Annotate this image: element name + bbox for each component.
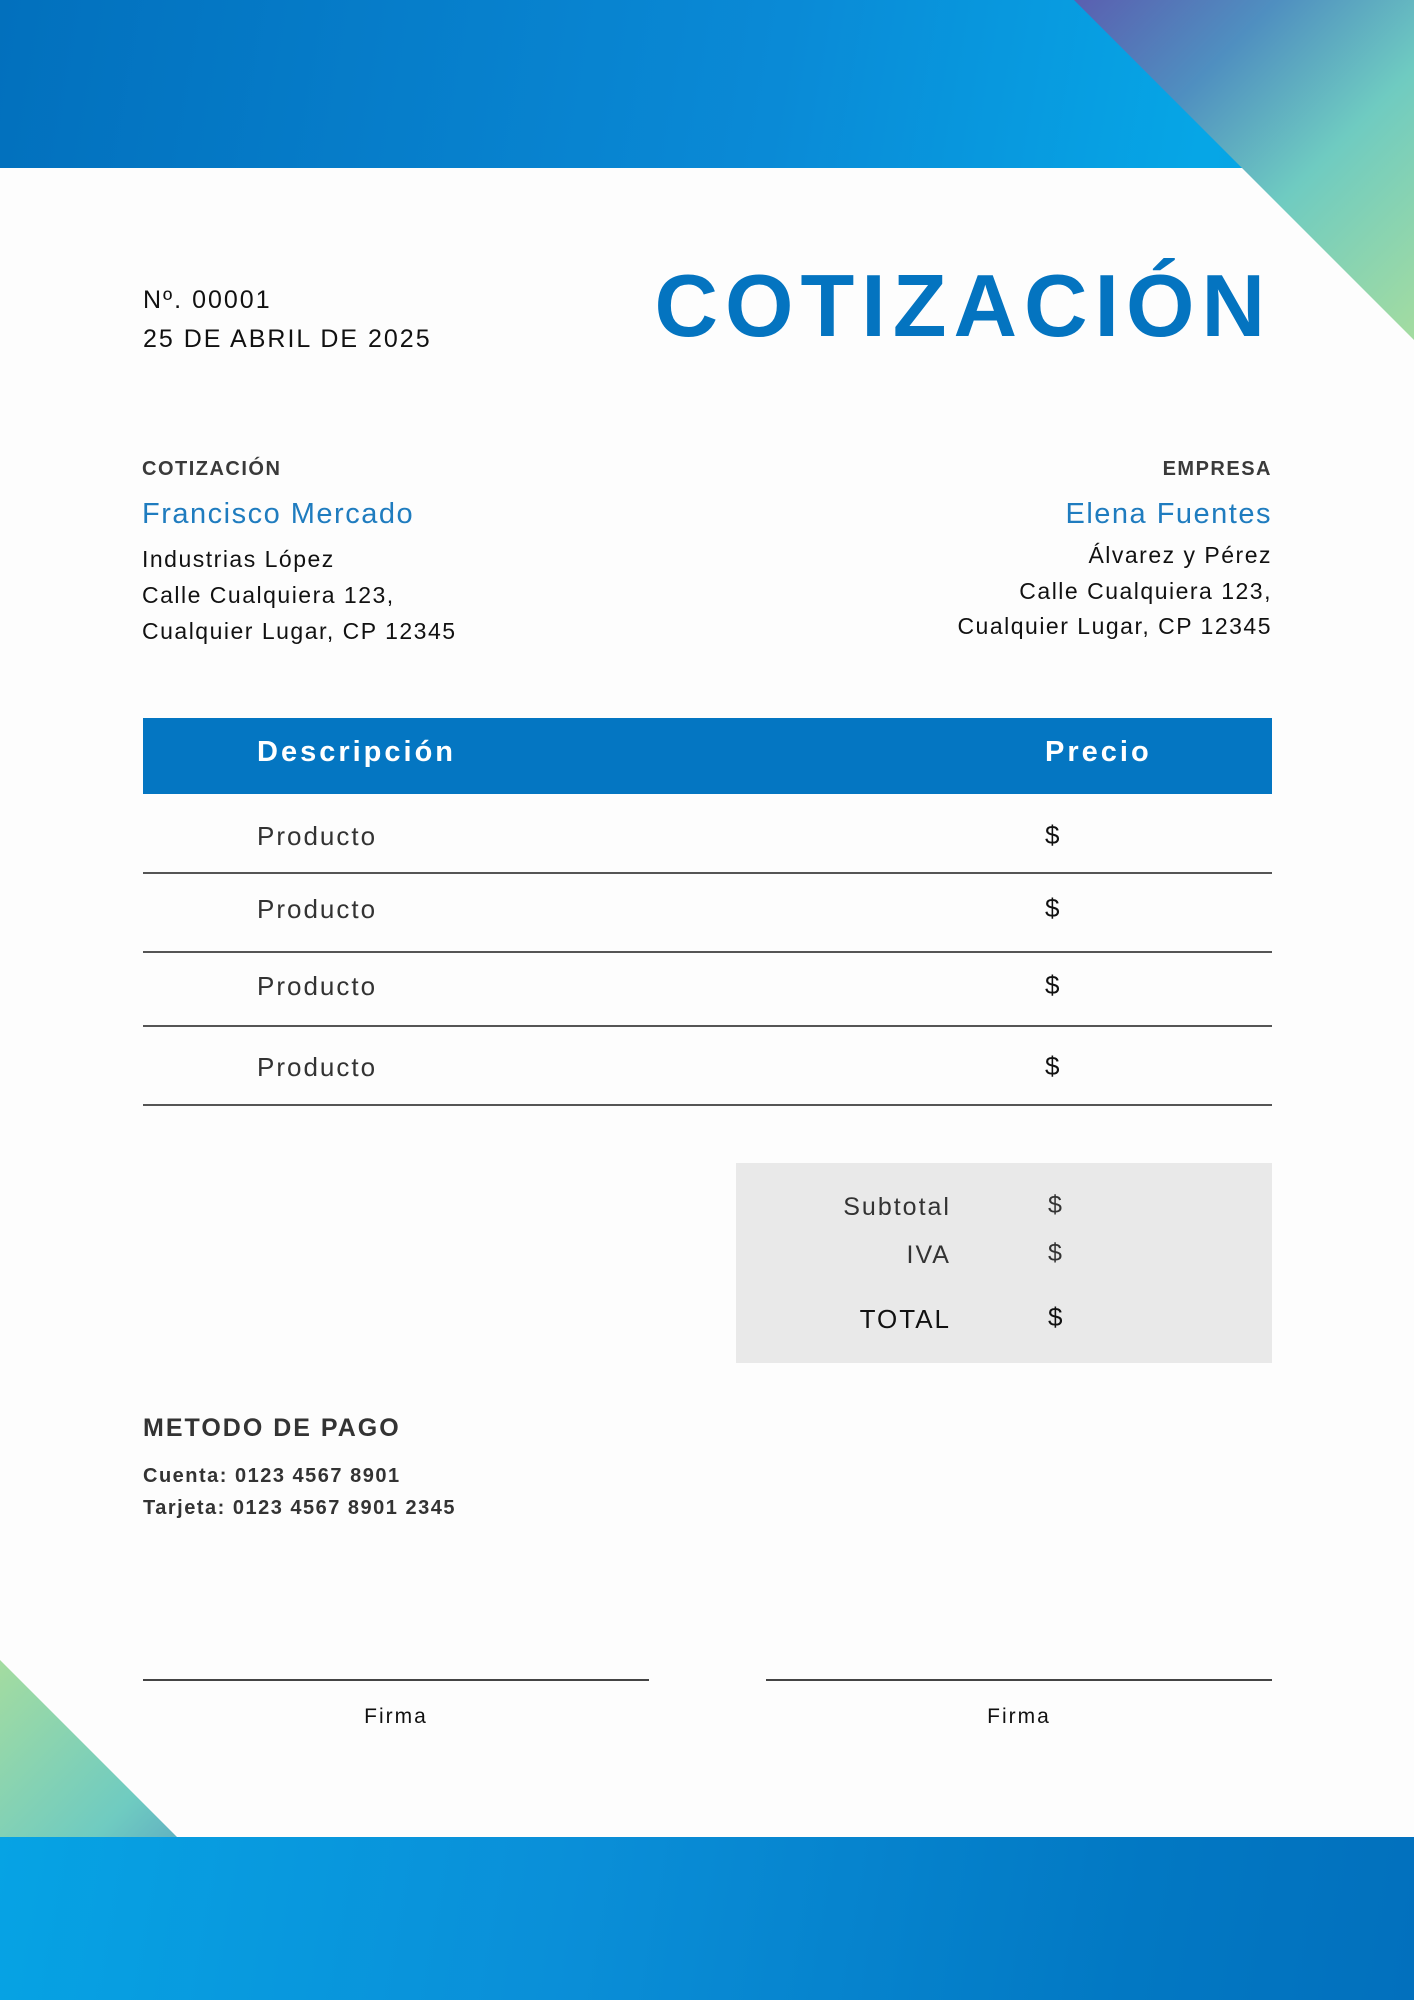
column-header-description: Descripción <box>257 736 456 768</box>
payment-title: METODO DE PAGO <box>143 1414 401 1442</box>
row-divider <box>143 1025 1272 1027</box>
total-label: TOTAL <box>859 1304 951 1334</box>
payment-card: Tarjeta: 0123 4567 8901 2345 <box>143 1497 456 1519</box>
signature-line-left <box>143 1679 649 1681</box>
quote-date: 25 DE ABRIL DE 2025 <box>143 325 432 353</box>
table-row-price: $ <box>1045 1051 1060 1081</box>
row-divider <box>143 1104 1272 1106</box>
client-line: Calle Cualquiera 123, <box>142 582 395 608</box>
tax-label: IVA <box>906 1241 951 1269</box>
table-row-description: Producto <box>257 821 378 851</box>
subtotal-label: Subtotal <box>843 1193 951 1221</box>
payment-account: Cuenta: 0123 4567 8901 <box>143 1465 401 1487</box>
column-header-price: Precio <box>1045 736 1152 768</box>
table-row-description: Producto <box>257 971 378 1001</box>
document-title: COTIZACIÓN <box>654 256 1272 355</box>
table-row-price: $ <box>1045 820 1060 850</box>
signature-label-left: Firma <box>364 1705 428 1728</box>
client-label: COTIZACIÓN <box>142 458 282 480</box>
company-line: Calle Cualquiera 123, <box>1019 578 1272 604</box>
company-line: Álvarez y Pérez <box>1088 542 1272 568</box>
signature-label-right: Firma <box>987 1705 1051 1728</box>
row-divider <box>143 951 1272 953</box>
footer-band <box>0 1837 1414 2000</box>
table-row-description: Producto <box>257 894 378 924</box>
tax-value: $ <box>1048 1239 1062 1267</box>
signature-line-right <box>766 1679 1272 1681</box>
totals-box <box>736 1163 1272 1363</box>
client-name: Francisco Mercado <box>142 498 415 530</box>
client-line: Cualquier Lugar, CP 12345 <box>142 618 457 644</box>
table-row-description: Producto <box>257 1052 378 1082</box>
company-name: Elena Fuentes <box>1065 498 1272 530</box>
row-divider <box>143 872 1272 874</box>
total-value: $ <box>1048 1302 1063 1332</box>
company-line: Cualquier Lugar, CP 12345 <box>957 613 1272 639</box>
table-row-price: $ <box>1045 893 1060 923</box>
company-label: EMPRESA <box>1162 458 1272 480</box>
subtotal-value: $ <box>1048 1191 1062 1219</box>
client-line: Industrias López <box>142 546 335 572</box>
quote-number: Nº. 00001 <box>143 286 272 314</box>
table-row-price: $ <box>1045 970 1060 1000</box>
